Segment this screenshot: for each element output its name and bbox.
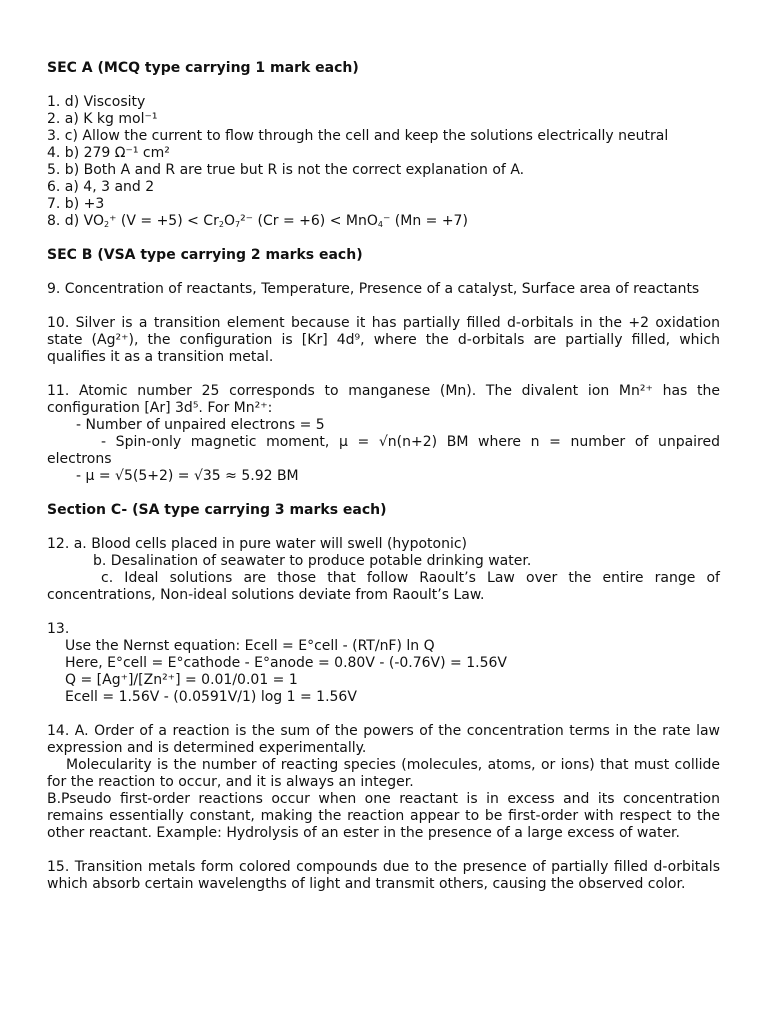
answer-13-number: 13. — [47, 621, 70, 637]
answer-13-line-1: Use the Nernst equation: Ecell = E°cell - (RT/nF) ln Q — [65, 638, 435, 654]
answer-11-intro: 11. Atomic number 25 corresponds to manganese (Mn). The divalent ion Mn²⁺ has the configuration [Ar] 3d⁵. For Mn²⁺: — [47, 383, 720, 416]
answer-14b: B.Pseudo first-order reactions occur when one reactant is in excess and its concentration remains essentially constant, making the reaction appear to be first-order with respect to the other reactant. Example: Hydrolysis of an ester in the presence of a large excess of water. — [47, 791, 720, 841]
answer-13-line-4: Ecell = 1.56V - (0.0591V/1) log 1 = 1.56V — [65, 689, 357, 705]
answer-9: 9. Concentration of reactants, Temperature, Presence of a catalyst, Surface area of reactants — [47, 281, 700, 297]
answer-7: 7. b) +3 — [47, 196, 105, 212]
answer-11-bullet-result: - μ = √5(5+2) = √35 ≈ 5.92 BM — [76, 468, 299, 484]
answer-11-bullet-unpaired: - Number of unpaired electrons = 5 — [76, 417, 325, 433]
answer-15: 15. Transition metals form colored compounds due to the presence of partially filled d-orbitals which absorb certain wavelengths of light and transmit others, causing the observed color. — [47, 859, 720, 892]
answer-12c: c. Ideal solutions are those that follow Raoult’s Law over the entire range of concentrations, Non-ideal solutions deviate from Raoult’s Law. — [47, 570, 720, 603]
answer-key-document — [47, 60, 720, 893]
answer-6: 6. a) 4, 3 and 2 — [47, 179, 155, 195]
answer-14a: 14. A. Order of a reaction is the sum of the powers of the concentration terms in the rate law expression and is determined experimentally. — [47, 723, 720, 756]
answer-12b: b. Desalination of seawater to produce potable drinking water. — [93, 553, 532, 569]
section-c-heading: Section C- (SA type carrying 3 marks each) — [47, 502, 387, 518]
section-a-heading: SEC A (MCQ type carrying 1 mark each) — [47, 60, 359, 76]
answer-4: 4. b) 279 Ω⁻¹ cm² — [47, 145, 170, 161]
answer-3: 3. c) Allow the current to flow through the cell and keep the solutions electrically neutral — [47, 128, 669, 144]
answer-13-line-2: Here, E°cell = E°cathode - E°anode = 0.80V - (-0.76V) = 1.56V — [65, 655, 507, 671]
answer-11-bullet-magnetic-moment: - Spin-only magnetic moment, μ = √n(n+2) BM where n = number of unpaired electrons — [47, 434, 720, 467]
answer-1: 1. d) Viscosity — [47, 94, 146, 110]
answer-2: 2. a) K kg mol⁻¹ — [47, 111, 158, 127]
answer-8: 8. d) $VO_2^+$ $(V = +5) < Cr_2O_7^{2-}$ (Cr = +6) < MnO$_4$⁻ (Mn = +7) — [47, 213, 468, 229]
section-b-heading: SEC B (VSA type carrying 2 marks each) — [47, 247, 363, 263]
answer-13-line-3: Q = [Ag⁺]/[Zn²⁺] = 0.01/0.01 = 1 — [65, 672, 298, 688]
answer-14-molecularity: Molecularity is the number of reacting species (molecules, atoms, or ions) that must collide for the reaction to occur, and it is always an integer. — [47, 757, 720, 790]
answer-10: 10. Silver is a transition element because it has partially filled d-orbitals in the +2 oxidation state (Ag²⁺), the configuration is [Kr] 4d⁹, where the d-orbitals are partially filled, which qualifies it as a transition metal. — [47, 315, 720, 365]
answer-12a: 12. a. Blood cells placed in pure water will swell (hypotonic) — [47, 536, 468, 552]
answer-5: 5. b) Both A and R are true but R is not the correct explanation of A. — [47, 162, 525, 178]
